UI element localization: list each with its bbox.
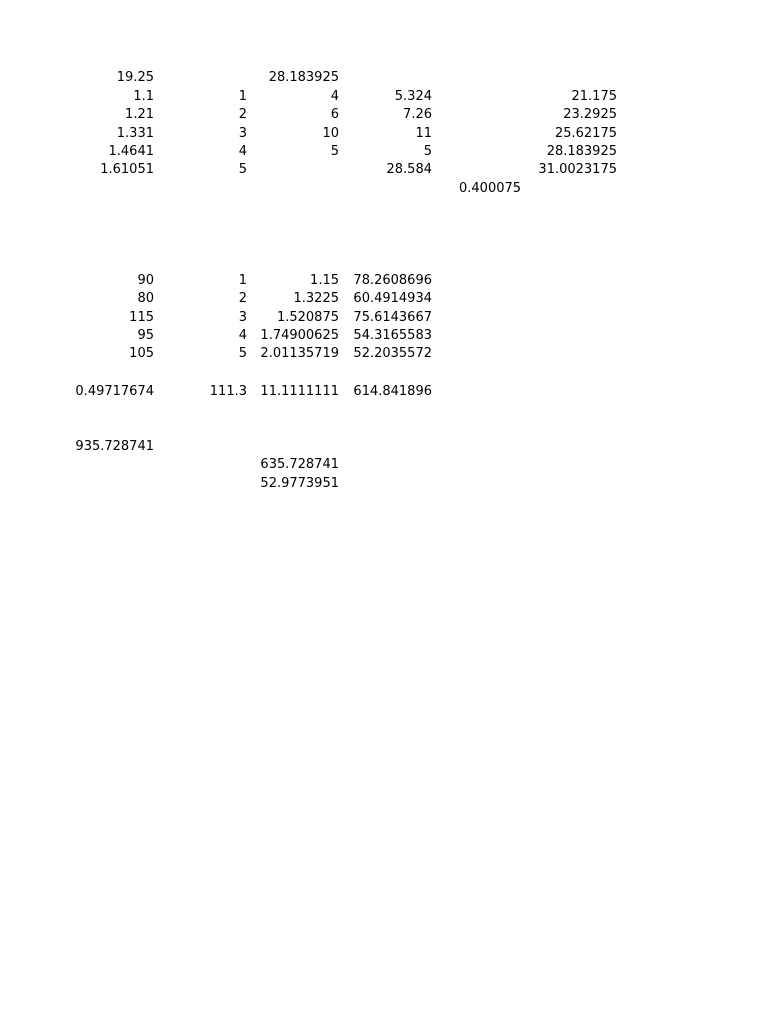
cell-a: 115 [129, 310, 154, 325]
cell-c: 5 [330, 144, 339, 159]
table-row [0, 160, 768, 179]
cell-d: 11 [415, 126, 432, 141]
cell-b: 5 [238, 346, 247, 361]
cell-c: 6 [330, 107, 339, 122]
cell-b: 4 [238, 328, 247, 343]
cell-a: 95 [137, 328, 154, 343]
cell-a: 1.1 [133, 89, 154, 104]
cell-e: 0.400075 [459, 181, 522, 196]
cell-c: 52.9773951 [260, 476, 339, 491]
cell-d: 5.324 [394, 89, 432, 104]
cell-a: 935.728741 [75, 439, 154, 454]
cell-c: 1.74900625 [260, 328, 339, 343]
cell-b: 3 [238, 310, 247, 325]
cell-d: 54.3165583 [353, 328, 432, 343]
cell-f: 31.0023175 [538, 162, 617, 177]
cell-d: 60.4914934 [353, 291, 432, 306]
table-row [0, 437, 768, 456]
cell-b: 1 [238, 89, 247, 104]
cell-b: 111.3 [209, 384, 247, 399]
table-row [0, 474, 768, 493]
table-row [0, 455, 768, 474]
table-row [0, 124, 768, 143]
table-row [0, 68, 768, 87]
cell-d: 7.26 [403, 107, 432, 122]
cell-a: 0.49717674 [75, 384, 154, 399]
table-row [0, 105, 768, 124]
cell-b: 2 [238, 107, 247, 122]
table-row [0, 179, 768, 198]
cell-b: 2 [238, 291, 247, 306]
cell-f: 28.183925 [546, 144, 617, 159]
cell-b: 5 [238, 162, 247, 177]
cell-a: 1.331 [116, 126, 154, 141]
cell-a: 1.4641 [108, 144, 154, 159]
cell-b: 4 [238, 144, 247, 159]
cell-a: 80 [137, 291, 154, 306]
cell-a: 19.25 [116, 70, 154, 85]
cell-b: 3 [238, 126, 247, 141]
cell-a: 105 [129, 346, 154, 361]
cell-d: 614.841896 [353, 384, 432, 399]
cell-a: 90 [137, 273, 154, 288]
table-row [0, 382, 768, 401]
table-row [0, 142, 768, 161]
table-row [0, 87, 768, 106]
cell-a: 1.61051 [100, 162, 154, 177]
cell-c: 11.1111111 [260, 384, 339, 399]
cell-c: 1.520875 [276, 310, 339, 325]
cell-f: 21.175 [571, 89, 617, 104]
table-row [0, 344, 768, 363]
cell-d: 52.2035572 [353, 346, 432, 361]
cell-c: 28.183925 [268, 70, 339, 85]
cell-b: 1 [238, 273, 247, 288]
cell-f: 25.62175 [554, 126, 617, 141]
table-row [0, 289, 768, 308]
cell-d: 75.6143667 [353, 310, 432, 325]
table-row [0, 271, 768, 290]
cell-c: 2.01135719 [260, 346, 339, 361]
cell-d: 78.2608696 [353, 273, 432, 288]
cell-d: 28.584 [386, 162, 432, 177]
cell-c: 10 [322, 126, 339, 141]
cell-c: 635.728741 [260, 457, 339, 472]
cell-c: 1.15 [310, 273, 339, 288]
table-row [0, 326, 768, 345]
cell-d: 5 [423, 144, 432, 159]
cell-f: 23.2925 [563, 107, 617, 122]
cell-a: 1.21 [125, 107, 154, 122]
cell-c: 1.3225 [293, 291, 339, 306]
cell-c: 4 [330, 89, 339, 104]
table-row [0, 308, 768, 327]
